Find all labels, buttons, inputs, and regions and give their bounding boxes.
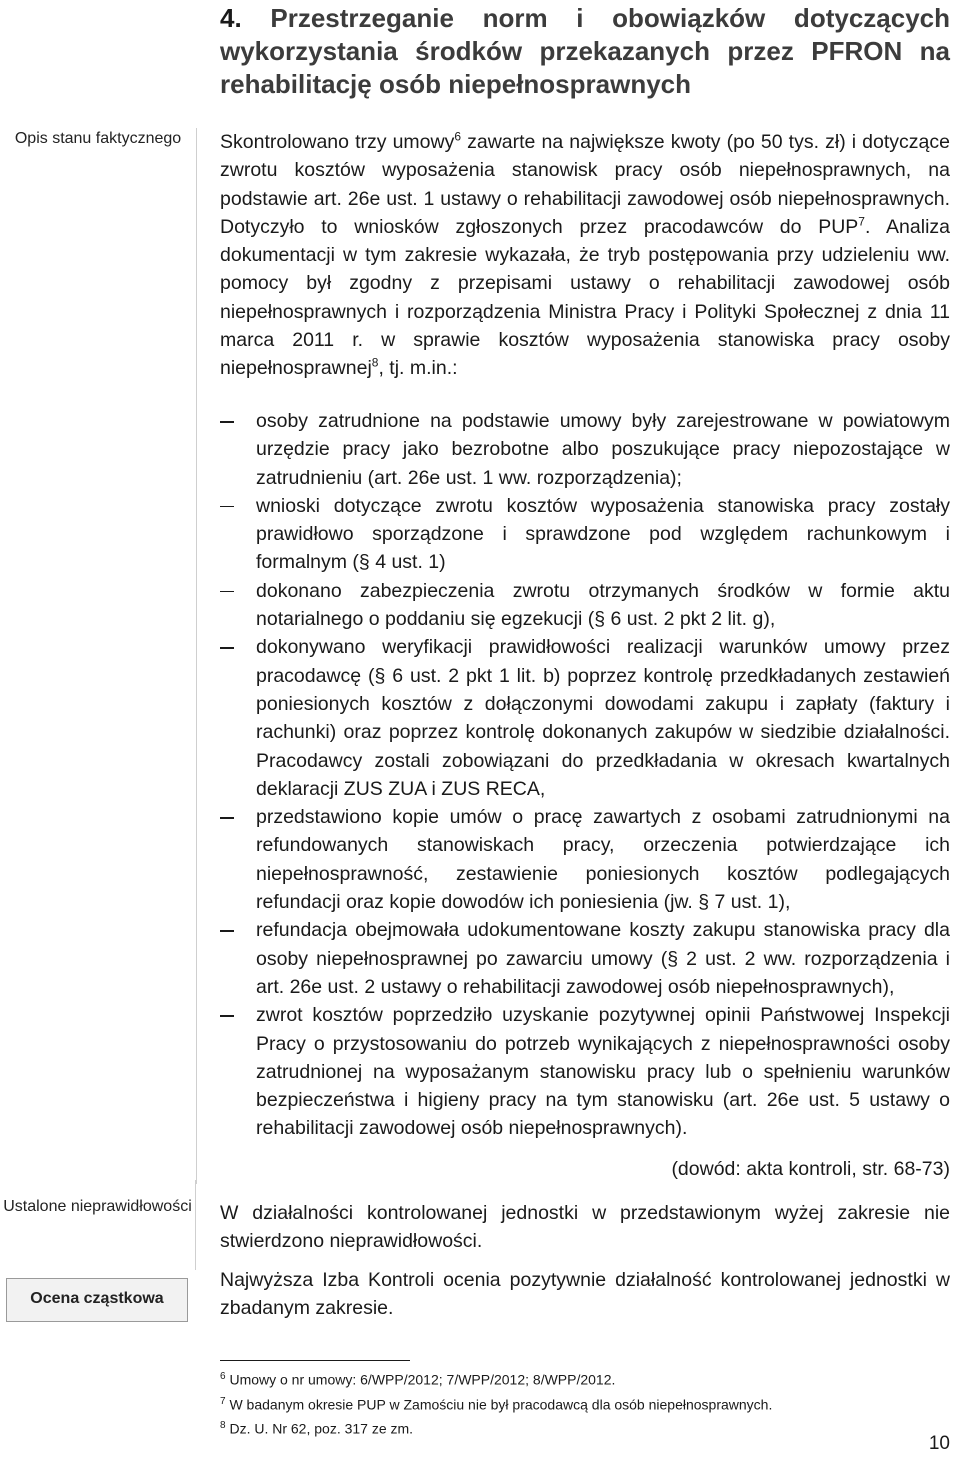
side-label-opis: Opis stanu faktycznego [0,128,197,1184]
dash-icon [220,591,234,593]
section-number: 4. [220,3,242,33]
list-item: zwrot kosztów poprzedziło uzyskanie pozytywnej opinii Państwowej Inspekcji Pracy o przystosowaniu do potrzeb wynikających z niepełnosprawności osoby zatrudnionej na wyposażanym stanowisku pracy lub o spełnieniu warunków bezpieczeństwa i higieny pracy na tym stanowisku (art. 26e ust. 5 ustawy o rehabilitacji zawodowej osób niepełnosprawnych). [220,1001,950,1142]
section-heading [220,2,950,101]
footnote-ref-7[interactable]: 7 [858,214,865,229]
evidence-reference: (dowód: akta kontroli, str. 68-73) [671,1158,950,1180]
intro-text-2: zawarte na największe kwoty (po 50 tys. zł) i dotyczące zwrotu kosztów wyposażenia stanowisk pracy osób niepełnosprawnych, na podstawie art. 26e ust. 1 ustawy o rehabilitacji zawodowej osób niepełnosprawnych. Dotyczyło to wniosków zgłoszonych przez pracodawców do PUP [220,131,950,238]
list-item: przedstawiono kopie umów o pracę zawartych z osobami zatrudnionymi na refundowanych stanowiskach pracy, orzeczenia potwierdzające ich niepełnosprawność, zestawienie poniesionych kosztów podlegających refundacji oraz kopie dowodów ich poniesienia (jw. § 7 ust. 1), [220,803,950,916]
footnote-ref-6[interactable]: 6 [454,129,462,144]
list-item: dokonywano weryfikacji prawidłowości realizacji warunków umowy przez pracodawcę (§ 6 ust. 2 pkt 1 lit. b) poprzez kontrolę przedkładanych zestawień poniesionych kosztów z dołączonymi dowodami zakupu i zapłaty (faktury i rachunki) oraz poprzez kontrolę dokonanych zakupów w siedzibie działalności. Pracodawcy zostali zobowiązani do przedkładania w okresach kwartalnych deklaracji ZUS ZUA i ZUS RECA, [220,633,950,803]
list-item: wnioski dotyczące zwrotu kosztów wyposażenia stanowiska pracy zostały prawidłowo sporządzone i sprawdzone pod względem rachunkowym i formalnym (§ 4 ust. 1) [220,492,950,577]
dash-icon [220,1015,234,1017]
intro-text-4: , tj. m.in.: [378,357,458,380]
list-item: osoby zatrudnione na podstawie umowy były zarejestrowane w powiatowym urzędzie pracy jako bezrobotne albo poszukujące pracy niepozostające w zatrudnieniu (art. 26e ust. 1 ww. rozporządzenia); [220,407,950,492]
ocena-paragraph: Najwyższa Izba Kontroli ocenia pozytywnie działalność kontrolowanej jednostki w zbadanym zakresie. [220,1269,950,1320]
ustalone-paragraph: W działalności kontrolowanej jednostki w przedstawionym wyżej zakresie nie stwierdzono nieprawidłowości. [220,1202,950,1253]
section-title: Przestrzeganie norm i obowiązków dotyczących wykorzystania środków przekazanych przez PFRON na rehabilitację osób niepełnosprawnych [220,3,950,99]
dash-icon [220,647,234,649]
footnote-ref-8[interactable]: 8 [371,355,379,370]
dash-icon [220,930,234,932]
footnotes [220,1366,920,1440]
footnote: $^8$ Dz. U. Nr 62, poz. 317 ze zm. [220,1420,414,1437]
intro-text-1: Skontrolowano trzy umowy [220,131,455,153]
dash-icon [220,506,234,508]
intro-paragraph [220,128,950,383]
dash-icon [220,421,234,423]
footnote: $^6$ Umowy o nr umowy: 6/WPP/2012; 7/WPP/2012; 8/WPP/2012. [220,1371,616,1388]
list-item: dokonano zabezpieczenia zwrotu otrzymanych środków w formie aktu notarialnego o poddaniu się egzekucji (§ 6 ust. 2 pkt 2 lit. g), [220,577,950,634]
footnote-divider [220,1360,410,1361]
dash-icon [220,817,234,819]
page-number: 10 [928,1433,950,1454]
list-item: refundacja obejmowała udokumentowane koszty zakupu stanowiska pracy dla osoby niepełnosprawnej po zawarciu umowy (§ 2 ust. 2 ww. rozporządzenia i art. 26e ust. 2 ustawy o rehabilitacji zawodowej osób niepełnosprawnych), [220,916,950,1001]
intro-text-3: . Analiza dokumentacji w tym zakresie wykazała, że tryb postępowania przy udzieleniu ww. pomocy był zgodny z przepisami ustawy o rehabilitacji zawodowej osób niepełnosprawnych i rozporządzenia Ministra Pracy i Polityki Społecznej z dnia 11 marca 2011 r. w sprawie kosztów wyposażenia stanowiska pracy osoby niepełnosprawnej [220,215,950,380]
findings-list [220,407,950,1143]
side-label-ustalone: Ustalone nieprawidłowości [0,1180,196,1270]
side-label-ocena: Ocena cząstkowa [6,1278,188,1322]
footnote: $^7$ W badanym okresie PUP w Zamościu nie był pracodawcą dla osób niepełnosprawnych. [220,1395,773,1413]
